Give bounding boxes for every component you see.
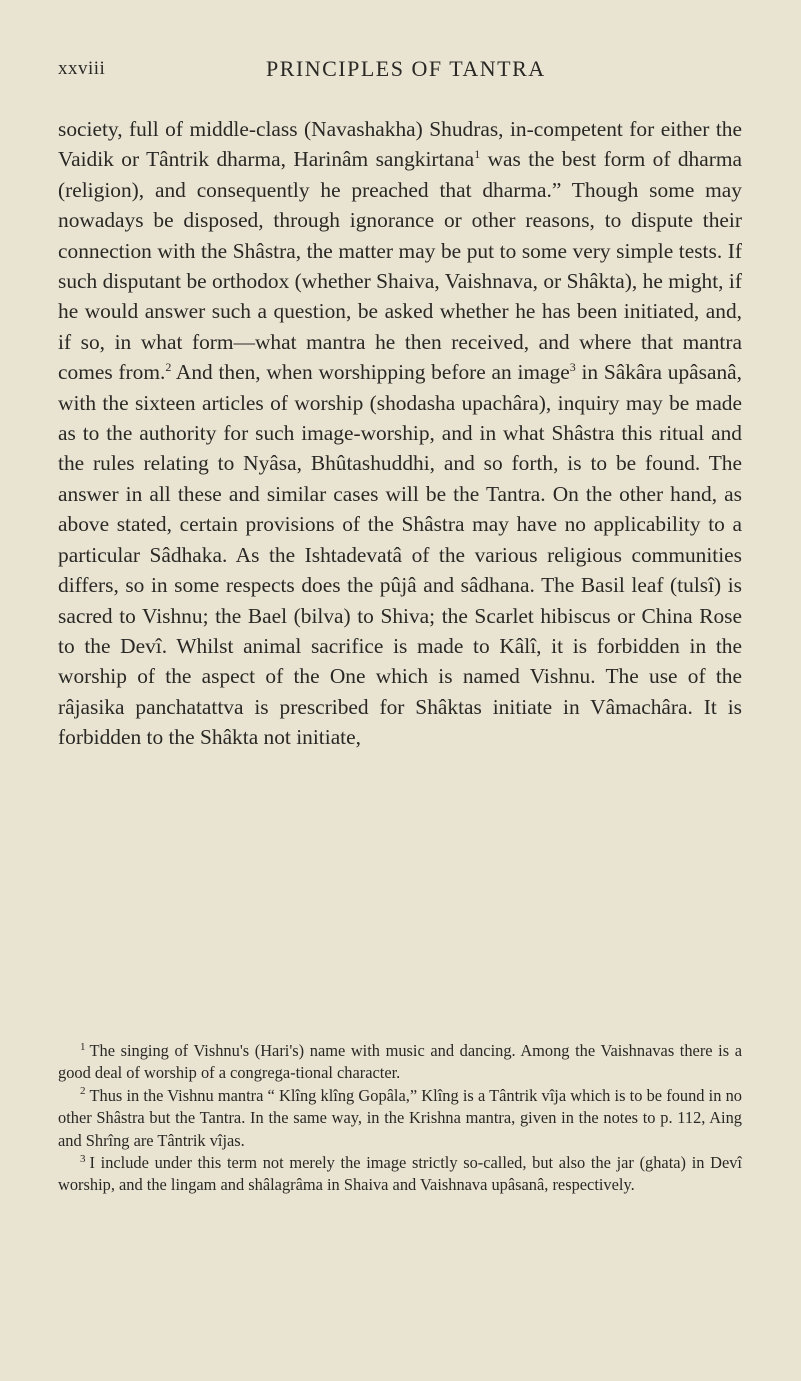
- footnote-text: The singing of Vishnu's (Hari's) name with music and dancing. Among the Vaishnavas there is a good deal of worship of a congrega-tional character.: [58, 1041, 742, 1083]
- paragraph-segment: in Sâkâra upâsanâ, with the sixteen articles of worship (shodasha upachâra), inquiry may be made as to the authority for such image-worship, and in what Shâstra this ritual and the rules relating to Nyâsa, Bhûtashuddhi, and so forth, is to be found. The answer in all these and similar cases will be the Tantra. On the other hand, as above stated, certain provisions of the Shâstra may have no applicability to a particular Sâdhaka. As the Ishtadevatâ of the various religious communities differs, so in some respects does the pûjâ and sâdhana. The Basil leaf (tulsî) is sacred to Vishnu; the Bael (bilva) to Shiva; the Scarlet hibiscus or China Rose to the Devî. Whilst animal sacrifice is made to Kâlî, it is forbidden in the worship of the aspect of the One which is named Vishnu. The use of the râjasika panchatattva is prescribed for Shâktas initiate in Vâmachâra. It is forbidden to the Shâkta not initiate,: [58, 360, 743, 750]
- footnote-mark: 3: [80, 1152, 86, 1165]
- footnote-ref-1: 1: [474, 147, 481, 162]
- footnotes: [58, 1040, 742, 1197]
- page-number: xxviii: [58, 58, 106, 79]
- footnote-1: [58, 1040, 742, 1085]
- footnote-mark: 2: [80, 1085, 86, 1098]
- footnote-2: [58, 1085, 742, 1152]
- footnote-ref-3: 3: [569, 360, 576, 375]
- paragraph-segment: society, full of middle-class (Navashakha) Shudras, in-competent for either the Vaidik or Tântrik dharma, Harinâm sangkirtana: [58, 117, 742, 172]
- running-head: [58, 56, 761, 86]
- footnote-ref-2: 2: [165, 360, 172, 375]
- running-title: PRINCIPLES OF TANTRA: [266, 56, 546, 81]
- paragraph-segment: And then, when worshipping before an image: [171, 360, 570, 385]
- paragraph-segment: was the best form of dharma (religion), and consequently he preached that dharma.” Though some may nowadays be disposed, through ignorance or other reasons, to dispute their connection with the Shâstra, the matter may be put to some very simple tests. If such disputant be orthodox (whether Shaiva, Vaishnava, or Shâkta), he might, if he would answer such a question, be asked whether he has been initiated, and, if so, in what form—what mantra he then received, and where that mantra comes from.: [58, 147, 743, 385]
- footnote-text: I include under this term not merely the image strictly so-called, but also the jar (ghata) in Devî worship, and the lingam and shâlagrâma in Shaiva and Vaishnava upâsanâ, respectively.: [58, 1153, 742, 1195]
- footnote-mark: 1: [80, 1040, 86, 1053]
- footnote-text: Thus in the Vishnu mantra “ Klîng klîng Gopâla,” Klîng is a Tântrik vîja which is to be found in no other Shâstra but the Tantra. In the same way, in the Krishna mantra, given in the notes to p. 112, Aing and Shrîng are Tântrik vîjas.: [58, 1085, 742, 1150]
- main-paragraph: [58, 114, 742, 753]
- footnote-3: [58, 1152, 742, 1197]
